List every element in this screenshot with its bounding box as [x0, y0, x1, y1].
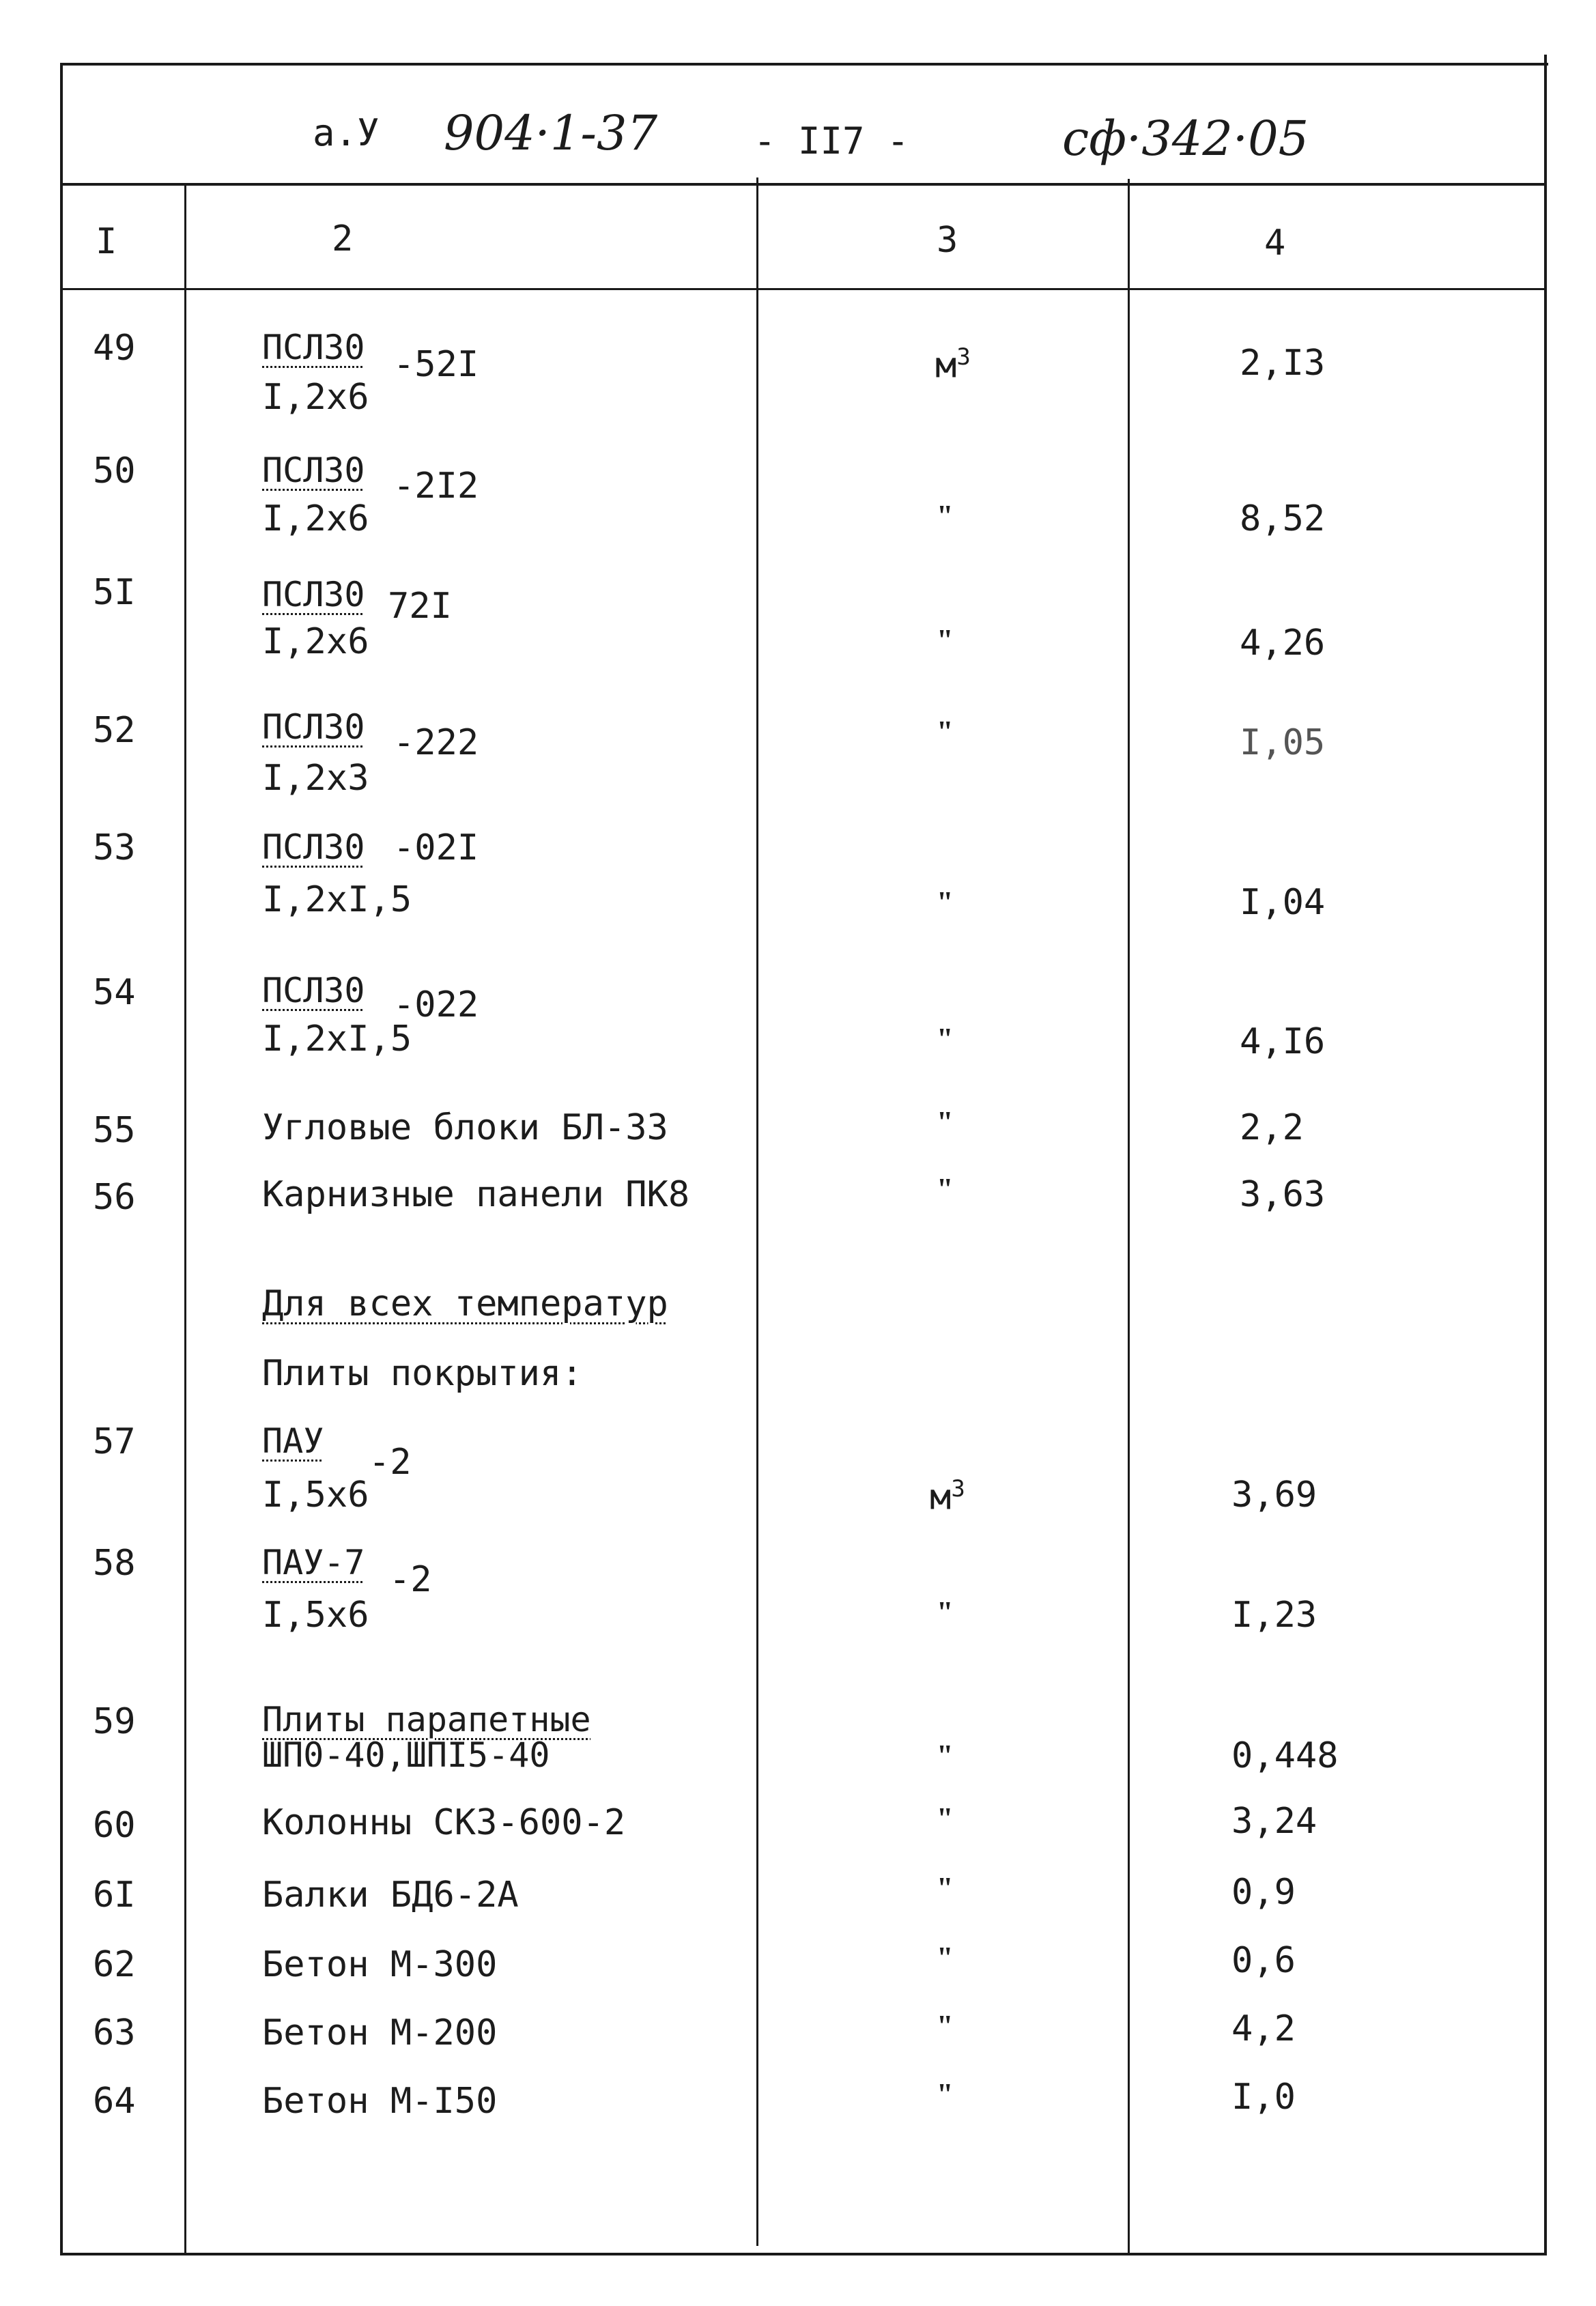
frame-left: [60, 63, 63, 2255]
header-sheet: сф·342·05: [1062, 111, 1309, 167]
row-item-size: I,2xI,5: [262, 1019, 412, 1059]
row-item-size: I,2x3: [262, 758, 369, 799]
row-item-code: ПАУ-7: [262, 1543, 365, 1582]
row-item-size: I,5x6: [262, 1595, 369, 1636]
row-number: 60: [93, 1805, 136, 1846]
row-unit: [935, 343, 971, 386]
row-number: 56: [93, 1177, 136, 1218]
row-number: 54: [93, 972, 136, 1013]
row-item-text: Бетон М-I50: [262, 2081, 498, 2122]
row-item-code: ПСЛ30: [262, 707, 365, 747]
header-code: 904·1-37: [444, 105, 658, 161]
row-number: 50: [93, 451, 136, 492]
header-page: - II7 -: [754, 119, 909, 162]
row-value: 2,2: [1240, 1107, 1304, 1148]
row-item-size: I,5x6: [262, 1475, 369, 1515]
row-unit: ": [937, 715, 954, 748]
row-unit: ": [937, 499, 954, 532]
row-item-text: Карнизные панели ПК8: [262, 1174, 690, 1215]
row-item-size: I,2x6: [262, 621, 369, 662]
row-item-text: Угловые блоки БЛ-33: [262, 1107, 668, 1148]
row-item-suffix: -222: [393, 722, 479, 763]
row-item-suffix: -52I: [393, 344, 479, 385]
row-value: 8,52: [1240, 498, 1326, 539]
row-number: 64: [93, 2081, 136, 2122]
frame-bottom: [60, 2253, 1545, 2255]
header-prefix: а.У: [313, 111, 380, 154]
row-item-code: ПСЛ30: [262, 575, 365, 614]
row-item-suffix: 72I: [388, 586, 452, 627]
row-item-code: ПСЛ30: [262, 451, 365, 490]
row-item-code: ПАУ: [262, 1421, 324, 1461]
row-value: 4,2: [1231, 2008, 1296, 2049]
row-number: 58: [93, 1543, 136, 1584]
row-value: I,23: [1231, 1595, 1317, 1636]
row-unit: ": [937, 1595, 954, 1629]
subsection-title: Плиты покрытия:: [262, 1353, 583, 1394]
col-header-2: 2: [332, 218, 354, 259]
row-value: 3,69: [1231, 1475, 1317, 1515]
col-header-4: 4: [1264, 223, 1286, 264]
row-value: 3,24: [1231, 1801, 1317, 1842]
unit-superscript: 3: [956, 343, 971, 371]
row-unit: ": [937, 1802, 954, 1835]
row-value: 2,I3: [1240, 343, 1326, 384]
column-header-rule: [60, 288, 1547, 290]
col-divider-2: [756, 177, 758, 2246]
row-number: 6I: [93, 1875, 136, 1916]
row-number: 52: [93, 710, 136, 751]
row-item-size: I,2x6: [262, 377, 369, 418]
row-value: I,04: [1240, 882, 1326, 923]
row-value: 4,26: [1240, 623, 1326, 664]
row-unit: ": [937, 1022, 954, 1055]
row-item-suffix: -2: [389, 1559, 432, 1600]
col-header-3: 3: [937, 220, 958, 261]
row-unit: ": [937, 1172, 954, 1206]
row-number: 5I: [93, 572, 136, 613]
row-unit: ": [937, 1105, 954, 1139]
col-divider-3: [1128, 179, 1130, 2254]
row-value: I,0: [1231, 2077, 1296, 2118]
row-number: 63: [93, 2012, 136, 2053]
col-divider-1: [184, 183, 186, 2254]
row-value: 0,6: [1231, 1940, 1296, 1981]
row-unit: ": [937, 2009, 954, 2042]
row-item-suffix: -022: [393, 984, 479, 1025]
row-item-suffix: -02I: [393, 827, 479, 868]
row-value: I,05: [1240, 722, 1326, 763]
row-item-size: I,2x6: [262, 498, 369, 539]
row-unit: ": [937, 2077, 954, 2111]
row-item-suffix: -2: [369, 1442, 412, 1483]
header-rule: [60, 183, 1547, 186]
row-unit: [930, 1475, 965, 1518]
row-item-code: ПСЛ30: [262, 827, 365, 867]
row-number: 55: [93, 1110, 136, 1151]
row-item-code: ПСЛ30: [262, 971, 365, 1010]
row-unit: ": [937, 1871, 954, 1905]
frame-top: [60, 63, 1548, 66]
unit-text: м: [935, 345, 957, 386]
row-unit: ": [937, 1941, 954, 1974]
row-item-text: Колонны СК3-600-2: [262, 1802, 626, 1843]
row-value: 0,9: [1231, 1872, 1296, 1913]
row-number: 57: [93, 1421, 136, 1462]
row-item-text: Бетон М-300: [262, 1944, 498, 1985]
unit-superscript: 3: [951, 1475, 965, 1503]
row-item-size: I,2xI,5: [262, 879, 412, 920]
row-value: 0,448: [1231, 1735, 1339, 1776]
row-number: 53: [93, 827, 136, 868]
row-number: 62: [93, 1944, 136, 1985]
row-item-text-2: ШП0-40,ШПI5-40: [262, 1735, 550, 1775]
frame-right: [1544, 55, 1547, 2255]
row-item-text: Бетон М-200: [262, 2012, 498, 2053]
row-item-code: ПСЛ30: [262, 328, 365, 367]
row-unit: ": [937, 1739, 954, 1772]
row-item-suffix: -2I2: [393, 466, 479, 507]
row-unit: ": [937, 623, 954, 657]
row-number: 49: [93, 328, 136, 369]
unit-text: м: [930, 1477, 952, 1518]
row-item-text: Балки БД6-2А: [262, 1875, 519, 1916]
row-value: 3,63: [1240, 1174, 1326, 1215]
row-item-text: Плиты парапетные: [262, 1700, 591, 1739]
row-value: 4,I6: [1240, 1021, 1326, 1062]
row-unit: ": [937, 885, 954, 919]
section-title: Для всех температур: [262, 1283, 668, 1324]
col-header-1: I: [96, 221, 117, 262]
row-number: 59: [93, 1701, 136, 1742]
